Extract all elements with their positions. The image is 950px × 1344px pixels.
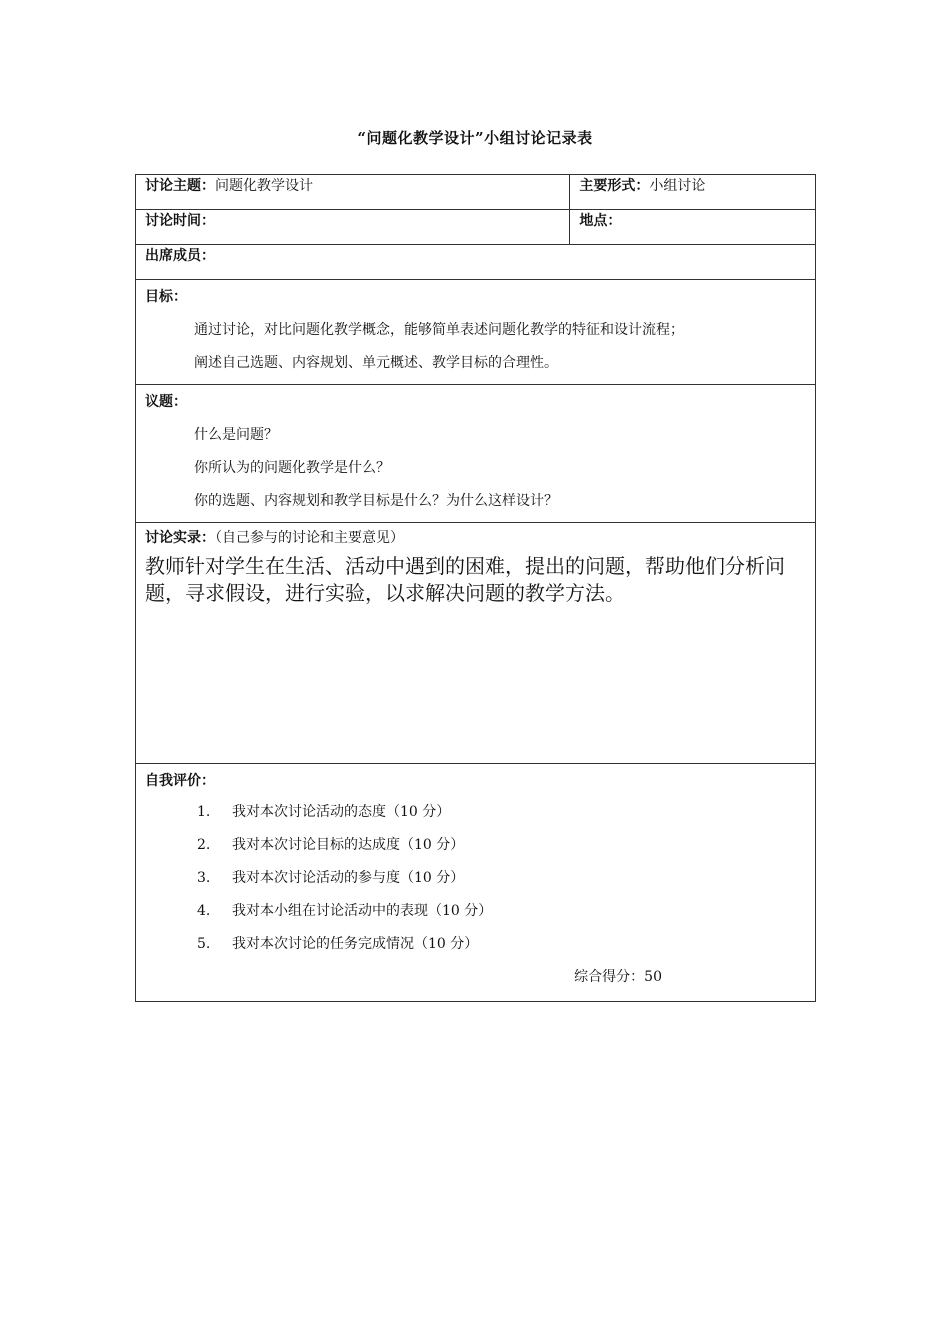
members-label: 出席成员： bbox=[145, 248, 215, 264]
item-text: 我对本小组在讨论活动中的表现（10 分） bbox=[232, 903, 493, 919]
item-text: 我对本次讨论目标的达成度（10 分） bbox=[232, 837, 465, 853]
self-eval-item bbox=[145, 895, 806, 928]
form-value: 小组讨论 bbox=[649, 178, 706, 194]
goal-line: 通过讨论，对比问题化教学概念，能够简单表述问题化教学的特征和设计流程； bbox=[194, 322, 684, 338]
form-label: 主要形式： bbox=[579, 178, 650, 194]
issue-line: 什么是问题？ bbox=[194, 427, 278, 443]
record-row bbox=[136, 523, 816, 764]
self-eval-item bbox=[145, 796, 806, 829]
self-eval-item bbox=[145, 829, 806, 862]
self-eval-item bbox=[145, 928, 806, 961]
item-number: 1. bbox=[197, 804, 211, 820]
goals-label: 目标： bbox=[145, 289, 187, 305]
place-label: 地点： bbox=[579, 213, 622, 229]
issue-line: 你所认为的问题化教学是什么？ bbox=[194, 460, 390, 476]
topic-label: 讨论主题： bbox=[145, 178, 215, 194]
place-cell bbox=[570, 210, 816, 245]
topic-value: 问题化教学设计 bbox=[215, 178, 313, 194]
item-number: 3. bbox=[197, 870, 211, 886]
record-content: 教师针对学生在生活、活动中遇到的困难，提出的问题，帮助他们分析问题，寻求假设，进行实验，以求解决问题的教学方法。 bbox=[145, 554, 785, 605]
self-eval-list bbox=[145, 796, 806, 961]
form-cell bbox=[570, 175, 816, 210]
self-eval-label: 自我评价： bbox=[145, 773, 215, 789]
issues-label: 议题： bbox=[145, 394, 187, 410]
page-title: “问题化教学设计”小组讨论记录表 bbox=[357, 129, 593, 147]
time-row bbox=[136, 210, 816, 245]
item-number: 5. bbox=[197, 936, 211, 952]
record-label: 讨论实录： bbox=[145, 530, 215, 546]
issues-cell bbox=[136, 385, 816, 523]
goal-line: 阐述自己选题、内容规划、单元概述、教学目标的合理性。 bbox=[194, 355, 558, 371]
issue-line: 你的选题、内容规划和教学目标是什么？为什么这样设计？ bbox=[194, 493, 558, 509]
record-hint: （自己参与的讨论和主要意见） bbox=[215, 530, 404, 546]
item-number: 4. bbox=[197, 903, 211, 919]
item-text: 我对本次讨论的任务完成情况（10 分） bbox=[232, 936, 479, 952]
self-eval-row bbox=[136, 764, 816, 1002]
members-cell bbox=[136, 245, 816, 280]
discussion-record-table bbox=[135, 174, 816, 1002]
topic-cell bbox=[136, 175, 570, 210]
time-label: 讨论时间： bbox=[145, 213, 215, 229]
item-number: 2. bbox=[197, 837, 211, 853]
members-row bbox=[136, 245, 816, 280]
topic-row bbox=[136, 175, 816, 210]
total-score bbox=[145, 961, 806, 1001]
self-eval-cell bbox=[136, 764, 816, 1002]
self-eval-item bbox=[145, 862, 806, 895]
issues-row bbox=[136, 385, 816, 523]
time-cell bbox=[136, 210, 570, 245]
item-text: 我对本次讨论活动的参与度（10 分） bbox=[232, 870, 465, 886]
score-label: 综合得分： bbox=[574, 969, 645, 985]
item-text: 我对本次讨论活动的态度（10 分） bbox=[232, 804, 451, 820]
record-cell bbox=[136, 523, 816, 764]
score-value: 50 bbox=[644, 969, 662, 985]
goals-cell bbox=[136, 280, 816, 385]
goals-row bbox=[136, 280, 816, 385]
